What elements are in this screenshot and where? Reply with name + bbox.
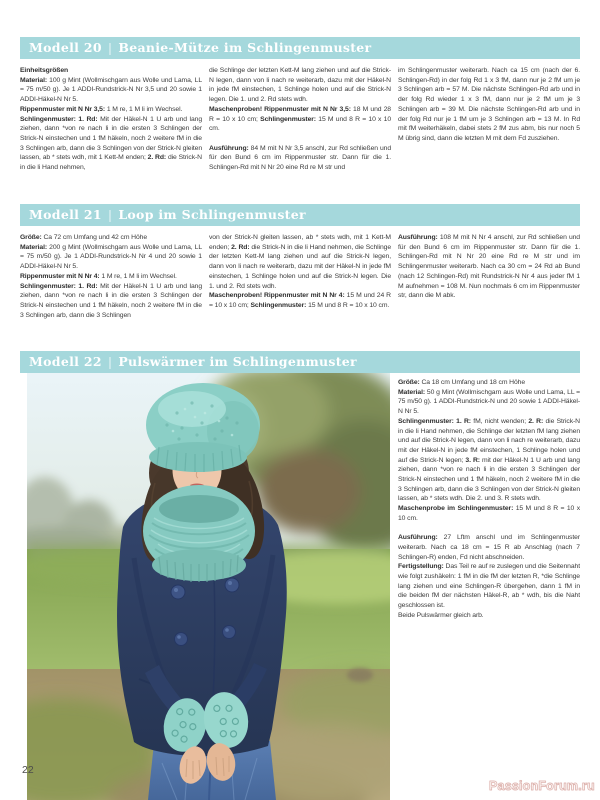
bold-label: Ausführung: <box>398 234 438 241</box>
body-text: Ca 72 cm Umfang und 42 cm Höhe <box>41 234 148 241</box>
bold-label: Schlingenmuster: 1. Rd: <box>20 115 98 123</box>
paragraph <box>20 76 202 105</box>
page-number: 22 <box>22 764 34 776</box>
header-separator: | <box>107 354 113 369</box>
bold-label: Rippenmuster mit N Nr 4: <box>20 272 100 280</box>
paragraph <box>209 66 391 105</box>
text-column <box>209 66 391 200</box>
body-text: die Strick-N in die li Hand nehmen, die Schlinge der letzten fM lang ziehen und auf die Strick-N legen, dann von li nach re weiterarb, dazu mit der Häkel-N in jede fM einstechen, 1 Schlinge holen und auf die Strick-N legen; <box>398 417 580 464</box>
body-text: 50 g Mint (Wollmischgarn aus Wolle und Lama, LL = 75 m/50 g). 1 ADDI-Rundstrick-N und 20 sowie 1 ADDI-Häkel-N Nr 5. <box>398 388 580 416</box>
bold-label: Einheitsgrößen <box>20 67 69 74</box>
paragraph <box>20 272 202 282</box>
bold-label: 2. Rd: <box>147 154 167 162</box>
pattern-text-modell-22 <box>398 378 580 678</box>
body-text: Das Teil re auf re zuslegen und die Seitennaht wie folgt zushäkeln: 1 fM in die fM der letzten R, *die Schlinge lang ziehen und eine Schlingen-R übergehen, dann 1 fM in die beiden fM der nächsten Häkel-R, ab * wdh, bis die Naht geschlossen ist. <box>398 563 580 610</box>
paragraph <box>209 291 391 310</box>
paragraph <box>20 66 202 76</box>
paragraph <box>398 562 580 611</box>
paragraph <box>398 233 580 301</box>
paragraph <box>398 533 580 562</box>
paragraph <box>20 233 202 243</box>
bold-label: Maschenproben! Rippenmuster mit N Nr 4: <box>209 292 345 300</box>
header-separator: | <box>107 40 113 55</box>
body-text: 15 M und 8 R = 10 x 10 cm. <box>306 301 390 309</box>
model-title: Loop im Schlingenmuster <box>118 207 306 222</box>
model-photo-illustration <box>27 373 390 800</box>
bold-label: Fertigstellung: <box>398 563 444 571</box>
bold-label: Ausführung: <box>398 534 438 542</box>
paragraph <box>20 243 202 272</box>
bold-label: Größe: <box>398 379 420 386</box>
watermark: PassionForum.ru <box>489 779 595 793</box>
bold-label: 2. R: <box>528 417 544 425</box>
body-text: 18 M und 28 R = 10 x 10 cm; <box>209 105 391 123</box>
bold-label: Material: <box>398 388 426 396</box>
paragraph <box>209 105 391 134</box>
body-text: 15 M und 8 R = 10 x 10 cm. <box>209 115 392 133</box>
model-number: Modell 20 <box>29 40 102 55</box>
body-text: im Schlingenmuster weiterarb. Nach ca 15 cm (nach der 6. Schlingen-Rd) in der folg Rd 1 x 3 fM, dann nur je 2 fM um je 3 Schlingen arb = 57 M. Die nächste Schlingen-Rd arb und in der folg Rd wieder 1 x 3 fM, dann nur je 2 fM um je 3 Schlingen arb = 39 M. Die nächste Schlingen-Rd arb und in der folg Rd nur je 1 fM um je 3 Schlingen arb = 13 M. In Rd mit fM weiterhäkeln, dabei stets 2 fM zus abm, bis nur noch 5 M übrig sind, dann die letzten M mit dem Fd zusziehen. <box>398 67 580 142</box>
model-photo <box>27 373 390 800</box>
section-header-modell-20 <box>20 37 580 59</box>
paragraph <box>20 115 202 173</box>
text-column <box>398 233 580 345</box>
body-text: die Strick-N in die li Hand nehmen, die Schlinge der letzten Kett-M lang ziehen und auf die Strick-N legen, dann von li nach re weiterarb, dazu mit der Häkel-N in jede fM einstechen, 1 Schlinge holen und auf die Strick-N legen. Die 1. und 2. Rd stets wdh. <box>209 243 391 290</box>
paragraph <box>398 611 580 621</box>
bold-label: Schlingenmuster: <box>260 115 316 123</box>
bold-label: 2. Rd: <box>231 243 250 251</box>
body-text: 27 Lftm anschl und im Schlingenmuster weiterarb. Nach ca 18 cm = 15 R ab Anschlag (nach 7 Schlingen-R) enden, Fd nicht abschneiden. <box>398 534 580 561</box>
body-text: Beide Pulswärmer gleich arb. <box>398 611 484 619</box>
body-text: von der Strick-N gleiten lassen, ab * stets wdh, mit 1 Kett-M enden; <box>209 234 391 251</box>
text-column <box>209 233 391 345</box>
paragraph <box>20 105 202 115</box>
paragraph <box>20 282 202 321</box>
pattern-text-modell-20 <box>20 66 580 200</box>
bold-label: Größe: <box>20 234 42 241</box>
body-text: 108 M mit N Nr 4 anschl, zur Rd schließen und für den Bund 6 cm im Rippenmuster str. Dann für die 1. Schlingen-Rd mit N Nr 20 eine Rd re M str und im Schlingenmuster weiterarb. Nach ca 30 cm = 24 Rd ab Bund (nach 12 Schlingen-Rd) mit Rundstrick-N Nr 4 aus jeder fM 1 M aufnehmen = 108 M. Nun nochmals 6 cm im Rippenmuster str, dann die M abk. <box>398 234 580 300</box>
header-separator: | <box>107 207 113 222</box>
model-title: Beanie-Mütze im Schlingenmuster <box>118 40 372 55</box>
bold-label: Schlingenmuster: 1. R: <box>398 417 471 425</box>
model-number: Modell 22 <box>29 354 102 369</box>
model-number: Modell 21 <box>29 207 102 222</box>
paragraph <box>209 144 391 173</box>
body-text: Mit der Häkel-N 1 U arb und lang ziehen, dann *von re nach li in die ersten 3 Schlingen der Strick-N einstechen und 1 fM häkeln, noch 2 weitere fM in die 3 Schlingen arb, dann die 3 Schlingen von der Strick-N gleiten lassen, ab * stets wdh, mit 1 Kett-M enden; <box>20 115 202 162</box>
paragraph <box>398 417 580 504</box>
section-header-modell-22 <box>20 351 580 373</box>
body-text: 15 M und 24 R = 10 x 10 cm; <box>209 292 391 309</box>
pattern-text-modell-21 <box>20 233 580 345</box>
paragraph <box>398 378 580 388</box>
bold-label: Material: <box>20 243 48 251</box>
bold-label: Maschenproben! Rippenmuster mit N Nr 3,5: <box>209 105 351 113</box>
text-column <box>398 66 580 200</box>
paragraph <box>398 66 580 144</box>
bold-label: Ausführung: <box>209 144 249 152</box>
paragraph <box>209 233 391 291</box>
body-text: fM, nicht wenden; <box>470 417 529 425</box>
text-column <box>20 233 202 345</box>
paragraph <box>398 504 580 523</box>
body-text: 1 M re, 1 M li im Wechsel. <box>99 272 177 280</box>
body-text: 84 M mit N Nr 3,5 anschl, zur Rd schließen und für den Bund 6 cm im Rippenmuster str. Dann für die 1. Schlingen-Rd mit N Nr 20 eine Rd re M str und <box>209 144 391 172</box>
body-text: die Schlinge der letzten Kett-M lang ziehen und auf die Strick-N legen, dann von li nach re weiterarb, dazu mit der Häkel-N in jede fM einstechen, 1 Schlinge holen und auf die Strick-N legen. Die 1. und 2. Rd stets wdh. <box>209 67 391 104</box>
body-text: die Strick-N in die li Hand nehmen, <box>20 154 202 172</box>
bold-label: Maschenprobe im Schlingenmuster: <box>398 505 514 513</box>
body-text: Mit der Häkel-N 1 U arb und lang ziehen, dann *von re nach li in die ersten 3 Schlingen der Strick-N einstechen und 1 fM häkeln, noch 2 weitere fM in die 3 Schlingen arb, dann die 3 Schlingen <box>20 282 202 319</box>
body-text: Ca 18 cm Umfang und 18 cm Höhe <box>419 379 526 386</box>
bold-label: Schlingenmuster: <box>250 301 307 309</box>
paragraph <box>398 388 580 417</box>
section-header-modell-21 <box>20 204 580 226</box>
body-text: 100 g Mint (Wollmischgarn aus Wolle und Lama, LL = 75 m/50 g). Je 1 ADDI-Rundstrick-N Nr 3,5 und 20 sowie 1 ADDI-Häkel-N Nr 5. <box>20 76 202 104</box>
bold-label: Schlingenmuster: 1. Rd: <box>20 282 98 290</box>
body-text: 15 M und 8 R = 10 x 10 cm. <box>398 505 580 522</box>
text-column <box>20 66 202 200</box>
model-title: Pulswärmer im Schlingenmuster <box>118 354 357 369</box>
body-text: 1 M re, 1 M li im Wechsel. <box>105 105 183 113</box>
bold-label: 3. R: <box>465 456 480 464</box>
bold-label: Material: <box>20 76 48 84</box>
bold-label: Rippenmuster mit N Nr 3,5: <box>20 105 106 113</box>
body-text: 200 g Mint (Wollmischgarn aus Wolle und Lama, LL = 75 m/50 g). Je 1 ADDI-Rundstrick-N Nr 4 und 20 sowie 1 ADDI-Häkel-N Nr 5. <box>20 243 202 271</box>
body-text: mit der Häkel-N 1 U arb und lang ziehen, dann *von re nach li in die ersten 3 Schlingen der Strick-N einstechen und 1 fM häkeln, noch 2 weitere fM in die 3 Schlingen arb, dann die 3 Schlingen von der Strick-N gleiten lassen, ab * stets wdh. Die 2. und 3. R stets wdh. <box>398 456 580 503</box>
